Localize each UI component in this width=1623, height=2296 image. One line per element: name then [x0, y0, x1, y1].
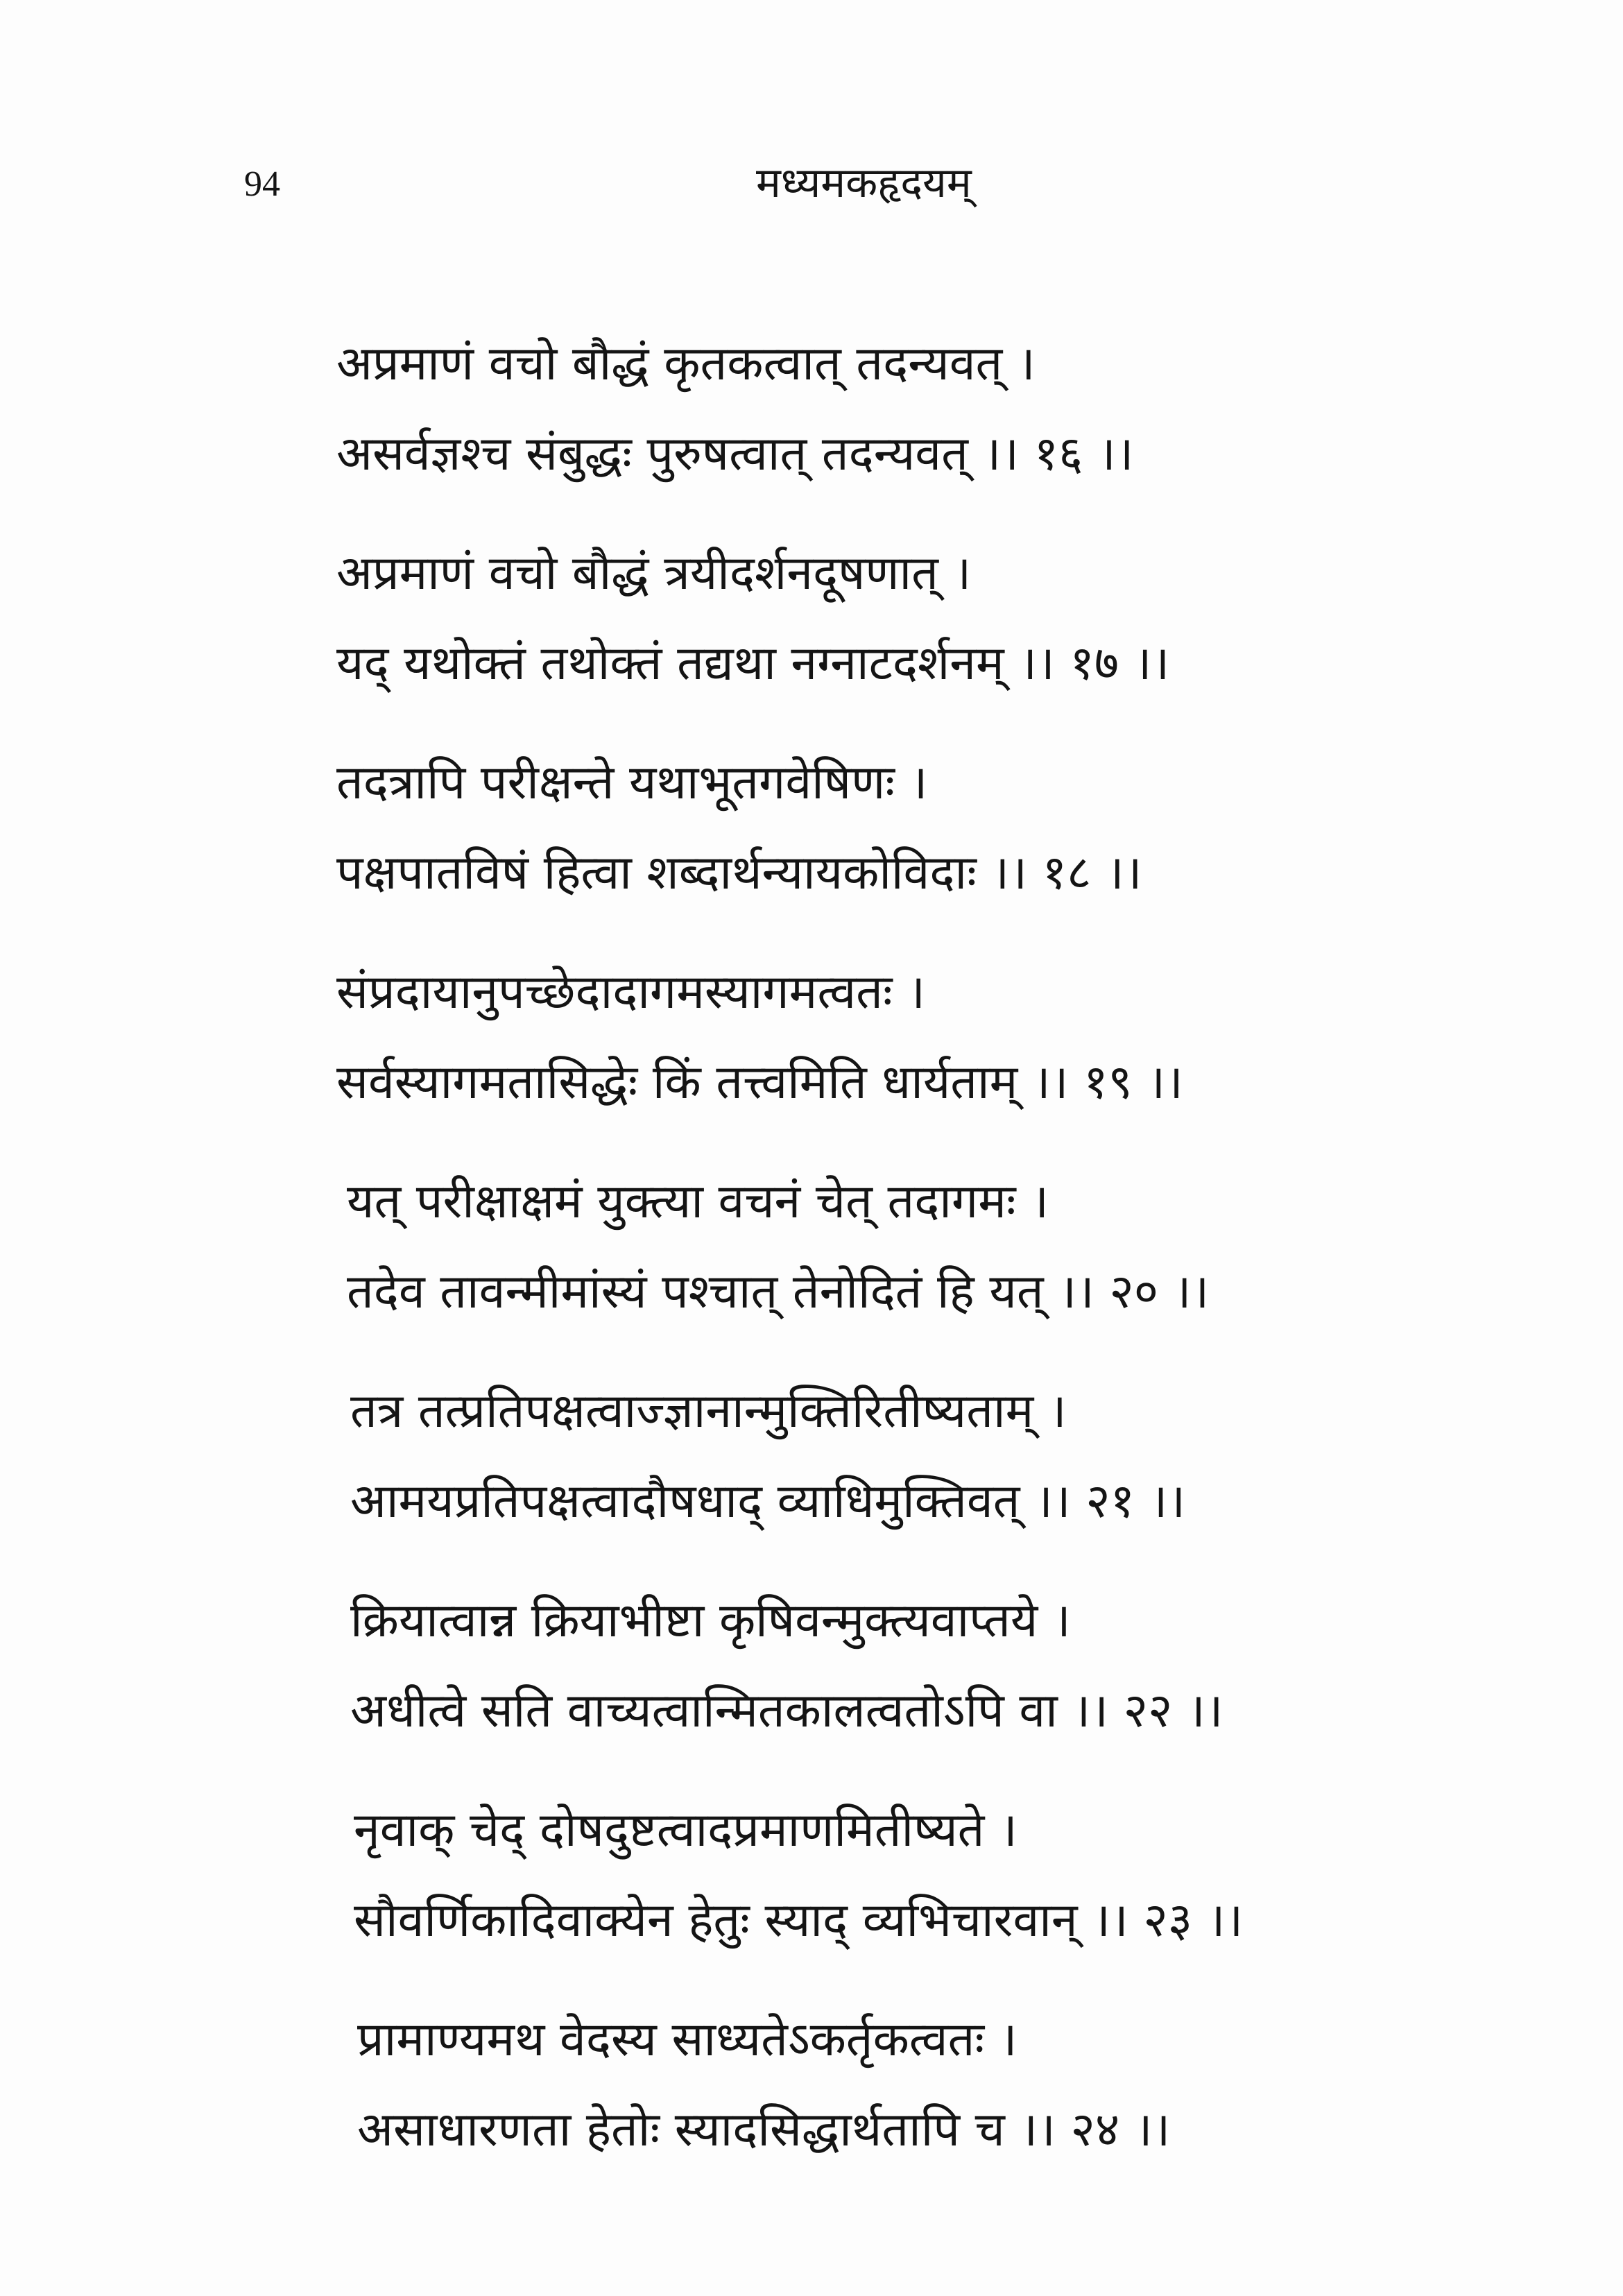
- verse-line: अधीत्वे सति वाच्यत्वान्मितकालत्वतोऽपि वा ।। २२ ।।: [350, 1684, 1223, 1738]
- verse-line: सर्वस्यागमतासिद्धेः किं तत्त्वमिति धार्यताम् ।। १९ ।।: [336, 1055, 1183, 1110]
- verse-line: असर्वज्ञश्च संबुद्धः पुरुषत्वात् तदन्यवत् ।। १६ ।।: [336, 427, 1134, 481]
- verse-20: [347, 1157, 1457, 1337]
- verse-line: असाधारणता हेतोः स्यादसिद्धार्थतापि च ।। २४ ।।: [357, 2102, 1171, 2157]
- verse-line: अप्रमाणं वचो बौद्धं त्रयीदर्शनदूषणात् ।: [336, 546, 972, 601]
- verse-17: [336, 529, 1446, 709]
- verse-24: [357, 1995, 1467, 2175]
- verse-line: तदत्रापि परीक्षन्ते यथाभूतगवेषिणः ।: [336, 755, 928, 810]
- verse-line: नृवाक् चेद् दोषदुष्टत्वादप्रमाणमितीष्यते ।: [354, 1803, 1017, 1858]
- verse-line: आमयप्रतिपक्षत्वादौषधाद् व्याधिमुक्तिवत् ।। २१ ।।: [350, 1474, 1186, 1529]
- page-number: 94: [244, 164, 280, 204]
- verse-line: सौवर्णिकादिवाक्येन हेतुः स्याद् व्यभिचारवान् ।। २३ ।।: [354, 1893, 1244, 1948]
- verse-line: प्रामाण्यमथ वेदस्य साध्यतेऽकर्तृकत्वतः ।: [357, 2012, 1017, 2067]
- verse-line: तदेव तावन्मीमांस्यं पश्चात् तेनोदितं हि यत् ।। २० ।।: [347, 1265, 1210, 1319]
- verse-line: यत् परीक्षाक्षमं युक्त्या वचनं चेत् तदागमः ।: [347, 1174, 1049, 1229]
- verse-19: [336, 948, 1446, 1128]
- verse-18: [336, 738, 1446, 918]
- verse-line: संप्रदायानुपच्छेदादागमस्यागमत्वतः ।: [336, 965, 926, 1020]
- verse-line: अप्रमाणं वचो बौद्धं कृतकत्वात् तदन्यवत् ।: [336, 336, 1036, 391]
- verse-23: [354, 1785, 1463, 1966]
- running-head-title: मध्यमकहृदयम्: [756, 159, 972, 207]
- verse-line: पक्षपातविषं हित्वा शब्दार्थन्यायकोविदाः ।। १८ ।।: [336, 846, 1142, 900]
- verse-line: तत्र तत्प्रतिपक्षत्वाज्ज्ञानान्मुक्तिरितीष्यताम् ।: [350, 1384, 1067, 1439]
- verse-line: क्रियात्वान्न क्रियाभीष्टा कृषिवन्मुक्त्यवाप्तये ।: [350, 1593, 1071, 1648]
- verse-21: [350, 1367, 1460, 1547]
- verse-line: यद् यथोक्तं तथोक्तं तद्यथा नग्नाटदर्शनम् ।। १७ ।।: [336, 636, 1170, 691]
- verse-22: [350, 1576, 1460, 1756]
- verse-16: [336, 319, 1446, 499]
